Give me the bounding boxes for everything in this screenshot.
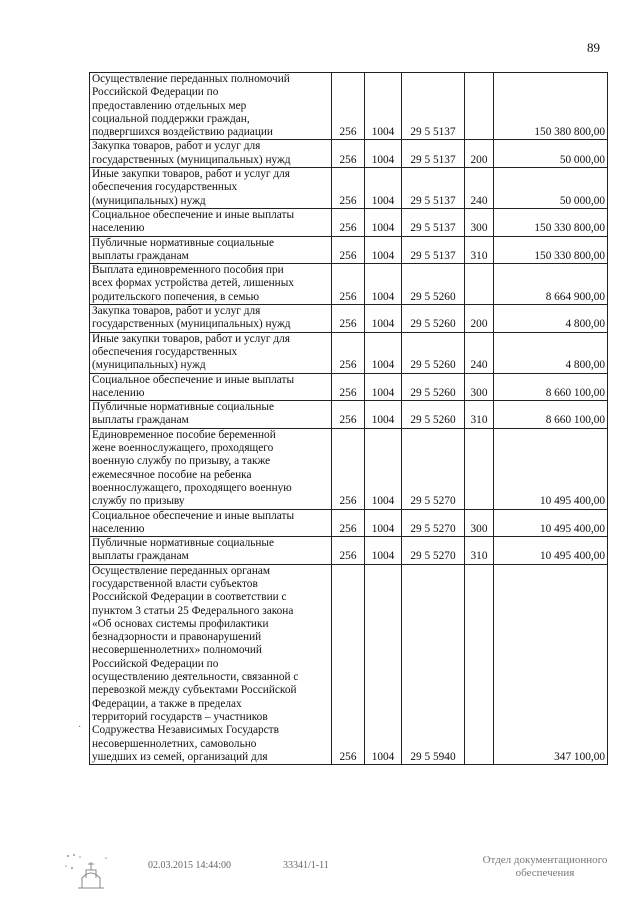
row-section-code: 1004	[365, 264, 402, 305]
footer-document-number: 33341/1-11	[283, 860, 329, 871]
footer-department: Отдел документационного обеспечения	[482, 854, 608, 879]
row-section-code: 1004	[365, 140, 402, 168]
page-footer	[60, 848, 620, 898]
table-row	[90, 537, 608, 565]
row-expense-type-code	[465, 428, 494, 509]
row-target-article-code: 29 5 5260	[402, 305, 465, 333]
row-ved-code: 256	[332, 332, 365, 373]
table-row	[90, 264, 608, 305]
row-amount: 10 495 400,00	[494, 428, 608, 509]
row-section-code: 1004	[365, 332, 402, 373]
row-amount: 4 800,00	[494, 305, 608, 333]
row-amount: 10 495 400,00	[494, 509, 608, 537]
row-ved-code: 256	[332, 208, 365, 236]
row-target-article-code: 29 5 5260	[402, 401, 465, 429]
row-expense-type-code: 240	[465, 168, 494, 209]
row-name: Публичные нормативные социальные выплаты гражданам	[90, 537, 332, 565]
row-amount: 50 000,00	[494, 168, 608, 209]
row-expense-type-code: 300	[465, 208, 494, 236]
row-name: Закупка товаров, работ и услуг для государственных (муниципальных) нужд	[90, 305, 332, 333]
row-amount: 150 330 800,00	[494, 236, 608, 264]
row-target-article-code: 29 5 5260	[402, 373, 465, 401]
row-name: Осуществление переданных полномочий Российской Федерации по предоставлению отдельных мер социальной поддержки граждан, подвергшихся воздействию радиации	[90, 73, 332, 140]
table-row	[90, 564, 608, 764]
row-ved-code: 256	[332, 428, 365, 509]
row-section-code: 1004	[365, 537, 402, 565]
row-expense-type-code: 310	[465, 236, 494, 264]
row-section-code: 1004	[365, 305, 402, 333]
row-expense-type-code: 240	[465, 332, 494, 373]
table-row	[90, 73, 608, 140]
row-name: Социальное обеспечение и иные выплаты населению	[90, 373, 332, 401]
table-row	[90, 305, 608, 333]
row-ved-code: 256	[332, 264, 365, 305]
row-ved-code: 256	[332, 401, 365, 429]
row-expense-type-code	[465, 564, 494, 764]
row-amount: 347 100,00	[494, 564, 608, 764]
table-row	[90, 140, 608, 168]
row-name: Публичные нормативные социальные выплаты гражданам	[90, 236, 332, 264]
table-row	[90, 332, 608, 373]
row-name: Иные закупки товаров, работ и услуг для обеспечения государственных (муниципальных) нужд	[90, 332, 332, 373]
row-amount: 8 660 100,00	[494, 373, 608, 401]
row-expense-type-code: 300	[465, 509, 494, 537]
row-amount: 150 380 800,00	[494, 73, 608, 140]
row-expense-type-code: 310	[465, 401, 494, 429]
row-amount: 10 495 400,00	[494, 537, 608, 565]
row-amount: 4 800,00	[494, 332, 608, 373]
row-ved-code: 256	[332, 168, 365, 209]
row-section-code: 1004	[365, 208, 402, 236]
row-amount: 8 664 900,00	[494, 264, 608, 305]
row-section-code: 1004	[365, 401, 402, 429]
row-name: Публичные нормативные социальные выплаты гражданам	[90, 401, 332, 429]
table-row	[90, 373, 608, 401]
row-ved-code: 256	[332, 140, 365, 168]
row-ved-code: 256	[332, 236, 365, 264]
budget-table	[89, 72, 608, 765]
row-name: Социальное обеспечение и иные выплаты населению	[90, 208, 332, 236]
row-expense-type-code: 200	[465, 305, 494, 333]
footer-datetime: 02.03.2015 14:44:00	[148, 860, 232, 871]
row-ved-code: 256	[332, 73, 365, 140]
row-target-article-code: 29 5 5137	[402, 73, 465, 140]
row-target-article-code: 29 5 5137	[402, 140, 465, 168]
row-amount: 150 330 800,00	[494, 208, 608, 236]
row-expense-type-code	[465, 73, 494, 140]
row-ved-code: 256	[332, 509, 365, 537]
row-target-article-code: 29 5 5270	[402, 509, 465, 537]
row-expense-type-code	[465, 264, 494, 305]
row-section-code: 1004	[365, 509, 402, 537]
row-amount: 50 000,00	[494, 140, 608, 168]
row-section-code: 1004	[365, 73, 402, 140]
row-section-code: 1004	[365, 168, 402, 209]
margin-mark: ·	[78, 722, 82, 733]
table-row	[90, 509, 608, 537]
row-ved-code: 256	[332, 373, 365, 401]
page-number: 89	[587, 40, 600, 55]
row-section-code: 1004	[365, 564, 402, 764]
row-expense-type-code: 200	[465, 140, 494, 168]
table-row	[90, 208, 608, 236]
row-target-article-code: 29 5 5137	[402, 208, 465, 236]
table-row	[90, 401, 608, 429]
row-name: Закупка товаров, работ и услуг для государственных (муниципальных) нужд	[90, 140, 332, 168]
budget-table-body	[90, 73, 608, 765]
row-expense-type-code: 310	[465, 537, 494, 565]
row-ved-code: 256	[332, 564, 365, 764]
row-expense-type-code: 300	[465, 373, 494, 401]
row-target-article-code: 29 5 5260	[402, 332, 465, 373]
row-name: Осуществление переданных органам государственной власти субъектов Российской Федерации в соответствии с пунктом 3 статьи 25 Федерального закона «Об основах системы профилактики безнадзорности и правонарушений несовершеннолетних» полномочий Российской Федерации по осуществлению деятельности, связанной с перевозкой между субъектами Российской Федерации, а также в пределах территорий государств – участников Содружества Независимых Государств несовершеннолетних, самовольно ушедших из семей, организаций для	[90, 564, 332, 764]
table-row	[90, 236, 608, 264]
row-section-code: 1004	[365, 428, 402, 509]
row-target-article-code: 29 5 5137	[402, 236, 465, 264]
row-section-code: 1004	[365, 236, 402, 264]
row-amount: 8 660 100,00	[494, 401, 608, 429]
table-row	[90, 428, 608, 509]
row-target-article-code: 29 5 5940	[402, 564, 465, 764]
row-name: Единовременное пособие беременной жене военнослужащего, проходящего военную службу по призыву, а также ежемесячное пособие на ребенка военнослужащего, проходящего военную службу по призыву	[90, 428, 332, 509]
row-target-article-code: 29 5 5137	[402, 168, 465, 209]
row-target-article-code: 29 5 5260	[402, 264, 465, 305]
row-name: Иные закупки товаров, работ и услуг для обеспечения государственных (муниципальных) нужд	[90, 168, 332, 209]
row-section-code: 1004	[365, 373, 402, 401]
row-ved-code: 256	[332, 305, 365, 333]
row-name: Социальное обеспечение и иные выплаты населению	[90, 509, 332, 537]
row-name: Выплата единовременного пособия при всех формах устройства детей, лишенных родительского попечения, в семью	[90, 264, 332, 305]
official-stamp-seal	[60, 848, 122, 892]
row-target-article-code: 29 5 5270	[402, 537, 465, 565]
row-target-article-code: 29 5 5270	[402, 428, 465, 509]
row-ved-code: 256	[332, 537, 365, 565]
table-row	[90, 168, 608, 209]
